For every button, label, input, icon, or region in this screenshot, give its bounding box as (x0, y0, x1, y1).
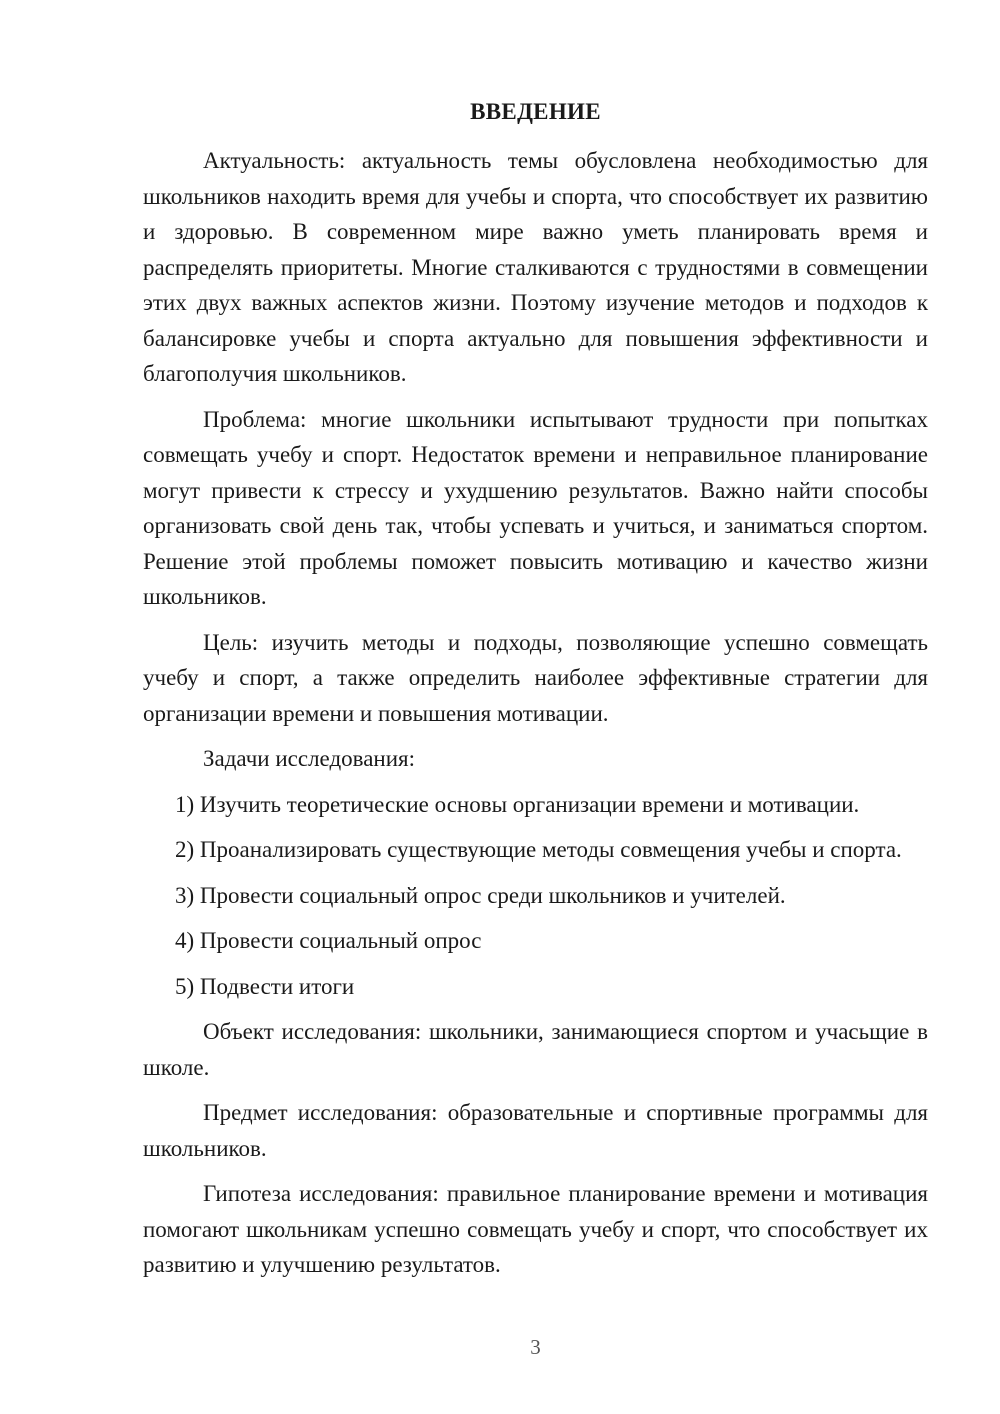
document-body (143, 143, 928, 1293)
goal-paragraph: Цель: изучить методы и подходы, позволяющие успешно совмещать учебу и спорт, а также определить наиболее эффективные стратегии для организации времени и повышения мотивации. (143, 629, 928, 726)
task-item: 2) Проанализировать существующие методы совмещения учебы и спорта. (175, 837, 902, 862)
task-item: 5) Подвести итоги (175, 973, 355, 999)
tasks-heading: Задачи исследования: (203, 746, 416, 771)
hypothesis-paragraph: Гипотеза исследования: правильное планирование времени и мотивация помогают школьникам успешно совмещать учебу и спорт, что способствует их развитию и улучшению результатов. (143, 1181, 928, 1277)
problem-paragraph: Проблема: многие школьники испытывают трудности при попытках совмещать учебу и спорт. Недостаток времени и неправильное планирование могут привести к стрессу и ухудшению результатов. Важно найти способы организовать свой день так, чтобы успевать и учиться, и заниматься спортом. Решение этой проблемы поможет повысить мотивацию и качество жизни школьников. (143, 406, 928, 609)
subject-paragraph: Предмет исследования: образовательные и спортивные программы для школьников. (143, 1100, 928, 1161)
task-item: 3) Провести социальный опрос среди школьников и учителей. (175, 882, 786, 908)
task-item: 4) Провести социальный опрос (175, 928, 482, 953)
task-item: 1) Изучить теоретические основы организации времени и мотивации. (175, 791, 860, 817)
relevance-paragraph: Актуальность: актуальность темы обусловлена необходимостью для школьников находить время для учебы и спорта, что способствует их развитию и здоровью. В современном мире важно уметь планировать время и распределять приоритеты. Многие сталкиваются с трудностями в совмещении этих двух важных аспектов жизни. Поэтому изучение методов и подходов к балансировке учебы и спорта актуально для повышения эффективности и благополучия школьников. (143, 148, 928, 386)
page-number: 3 (530, 1335, 541, 1359)
page-title: ВВЕДЕНИЕ (470, 99, 601, 124)
object-paragraph: Объект исследования: школьники, занимающиеся спортом и учасьщие в школе. (143, 1019, 928, 1080)
document-page (143, 0, 928, 1414)
